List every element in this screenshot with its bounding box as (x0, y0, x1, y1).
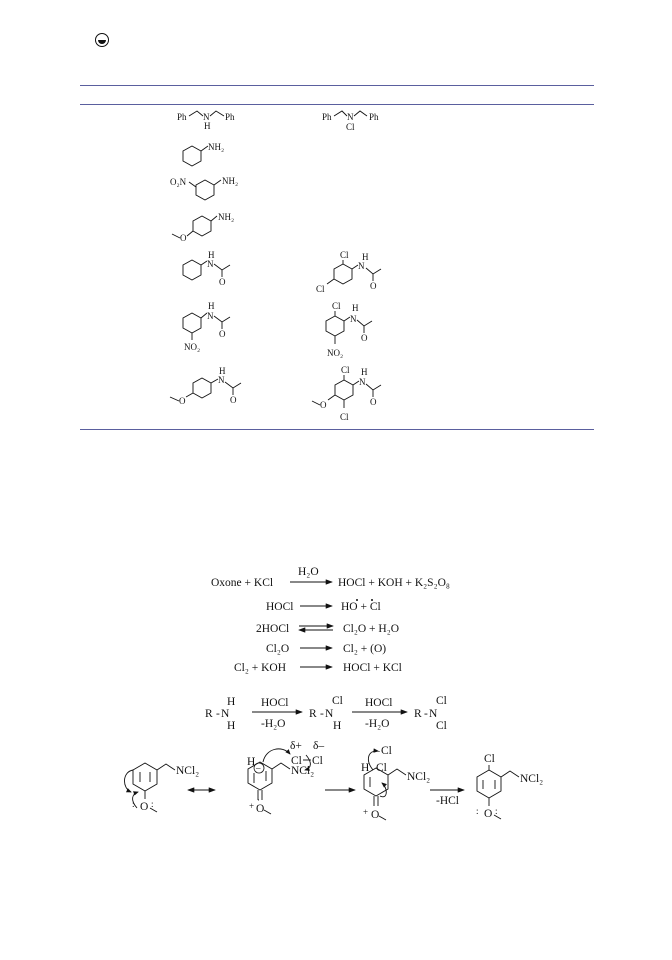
svg-text:Cl₂ + KOH: Cl₂ + KOH (234, 662, 287, 674)
amine-chlorination (205, 695, 447, 732)
row6-product (326, 301, 372, 358)
svg-text:Ph: Ph (177, 112, 187, 122)
svg-text:O: O (219, 277, 226, 287)
svg-text:H: H (247, 756, 256, 768)
aromatic-structure-2 (247, 740, 324, 815)
svg-text:H: H (208, 301, 215, 311)
svg-text:-: - (424, 708, 428, 720)
svg-text:H: H (227, 720, 236, 732)
svg-text:δ+: δ+ (290, 740, 302, 752)
svg-text:H: H (227, 696, 236, 708)
svg-text:-: - (216, 708, 220, 720)
svg-text:+: + (249, 801, 255, 811)
svg-text:Cl: Cl (312, 755, 323, 767)
svg-text:O: O (370, 281, 377, 291)
row7-substrate (170, 366, 241, 406)
svg-text:H: H (361, 367, 368, 377)
svg-text:H: H (208, 250, 215, 260)
equation-5 (234, 662, 402, 674)
svg-text:NCl₂: NCl₂ (407, 771, 431, 783)
svg-text:2HOCl: 2HOCl (256, 623, 290, 635)
svg-text:Cl: Cl (436, 720, 447, 732)
svg-text:O: O (484, 808, 493, 820)
svg-text:NCl₂: NCl₂ (176, 765, 200, 777)
svg-text::: : (476, 806, 479, 816)
equation-1 (211, 566, 450, 589)
svg-text:-H₂O: -H₂O (365, 718, 390, 730)
svg-text:Cl: Cl (346, 122, 355, 132)
row5-product (316, 250, 381, 294)
row1-substrate (177, 111, 235, 131)
svg-text:·: · (257, 795, 260, 805)
svg-text:NH₂: NH₂ (208, 142, 225, 152)
svg-text:Ph: Ph (322, 112, 332, 122)
equation-3 (256, 623, 399, 635)
svg-text:Cl: Cl (484, 753, 495, 765)
row6-substrate (183, 301, 230, 352)
svg-text:N: N (350, 314, 357, 324)
equation-4 (266, 643, 386, 655)
svg-text:H: H (352, 303, 359, 313)
svg-text:Cl: Cl (332, 695, 343, 707)
svg-text:NH₂: NH₂ (222, 176, 239, 186)
svg-text:O: O (179, 396, 186, 406)
svg-text:Ph: Ph (369, 112, 379, 122)
svg-text:HO + Cl: HO + Cl (341, 601, 381, 613)
row4-substrate (172, 212, 234, 243)
row2-substrate (183, 142, 224, 166)
row3-substrate (170, 176, 238, 200)
svg-text:Cl: Cl (291, 755, 302, 767)
svg-text:N: N (359, 377, 366, 387)
svg-text:H: H (204, 121, 211, 131)
svg-text::: : (151, 799, 154, 809)
svg-text:N: N (218, 375, 225, 385)
svg-text:Cl: Cl (341, 365, 350, 375)
svg-text:N: N (207, 311, 214, 321)
svg-text:O: O (140, 801, 149, 813)
svg-text:H: H (361, 762, 370, 774)
svg-text:N: N (221, 708, 230, 720)
svg-text:Cl: Cl (381, 745, 392, 757)
svg-text:+: + (363, 807, 369, 817)
svg-text:N: N (429, 708, 438, 720)
svg-text:Ph: Ph (225, 112, 235, 122)
svg-text:HOCl: HOCl (261, 697, 289, 709)
svg-text:δ–: δ– (313, 740, 325, 752)
svg-text:N: N (203, 112, 210, 122)
svg-text:Cl: Cl (436, 695, 447, 707)
aromatic-structure-4 (476, 753, 543, 820)
row7-product (312, 365, 381, 422)
svg-text:N: N (325, 708, 334, 720)
svg-text:N: N (347, 112, 354, 122)
svg-text:R: R (205, 708, 213, 720)
svg-text:-H₂O: -H₂O (261, 718, 286, 730)
svg-text:R: R (309, 708, 317, 720)
svg-text:N: N (358, 261, 365, 271)
svg-text:O: O (361, 333, 368, 343)
svg-text:O: O (180, 233, 187, 243)
svg-text::: : (132, 799, 135, 809)
svg-text:NO₂: NO₂ (184, 342, 201, 352)
aromatic-structure-3 (361, 745, 430, 821)
svg-text:R: R (414, 708, 422, 720)
svg-text:NCl₂: NCl₂ (291, 765, 315, 777)
equation-2 (266, 599, 381, 613)
svg-text:H: H (362, 252, 369, 262)
row1-product (322, 111, 379, 132)
svg-text:O: O (320, 400, 327, 410)
svg-text:Oxone + KCl: Oxone + KCl (211, 577, 274, 589)
svg-text::: : (495, 806, 498, 816)
aromatic-structure-1 (124, 763, 199, 813)
hcl-loss-label: -HCl (436, 795, 459, 807)
svg-text:O: O (256, 803, 265, 815)
svg-text:Cl: Cl (340, 412, 349, 422)
svg-text:HOCl: HOCl (266, 601, 294, 613)
svg-text:O: O (370, 397, 377, 407)
svg-text:N: N (207, 259, 214, 269)
svg-text:-: - (320, 708, 324, 720)
svg-text:O₂N: O₂N (170, 177, 187, 187)
svg-text:Cl: Cl (316, 284, 325, 294)
svg-text:O: O (230, 395, 237, 405)
svg-text:Cl₂O + H₂O: Cl₂O + H₂O (343, 623, 400, 635)
svg-text:NO₂: NO₂ (327, 348, 344, 358)
svg-text:NH₂: NH₂ (218, 212, 235, 222)
svg-text:O: O (371, 809, 380, 821)
svg-text:HOCl + KCl: HOCl + KCl (343, 662, 402, 674)
svg-text:–: – (256, 763, 261, 773)
svg-text:H: H (219, 366, 226, 376)
svg-text:NCl₂: NCl₂ (520, 773, 544, 785)
svg-text:Cl: Cl (340, 250, 349, 260)
svg-text:HOCl + KOH + K₂S₂O₈: HOCl + KOH + K₂S₂O₈ (338, 577, 450, 589)
svg-text:Cl: Cl (376, 762, 387, 774)
svg-text:O: O (219, 329, 226, 339)
row5-substrate (183, 250, 230, 287)
svg-text:Cl: Cl (332, 301, 341, 311)
svg-text:HOCl: HOCl (365, 697, 393, 709)
svg-text:–: – (374, 745, 380, 757)
svg-text:H₂O: H₂O (298, 566, 319, 578)
svg-text:Cl₂ + (O): Cl₂ + (O) (343, 643, 387, 655)
svg-text:Cl₂O: Cl₂O (266, 643, 290, 655)
svg-text:H: H (333, 720, 342, 732)
